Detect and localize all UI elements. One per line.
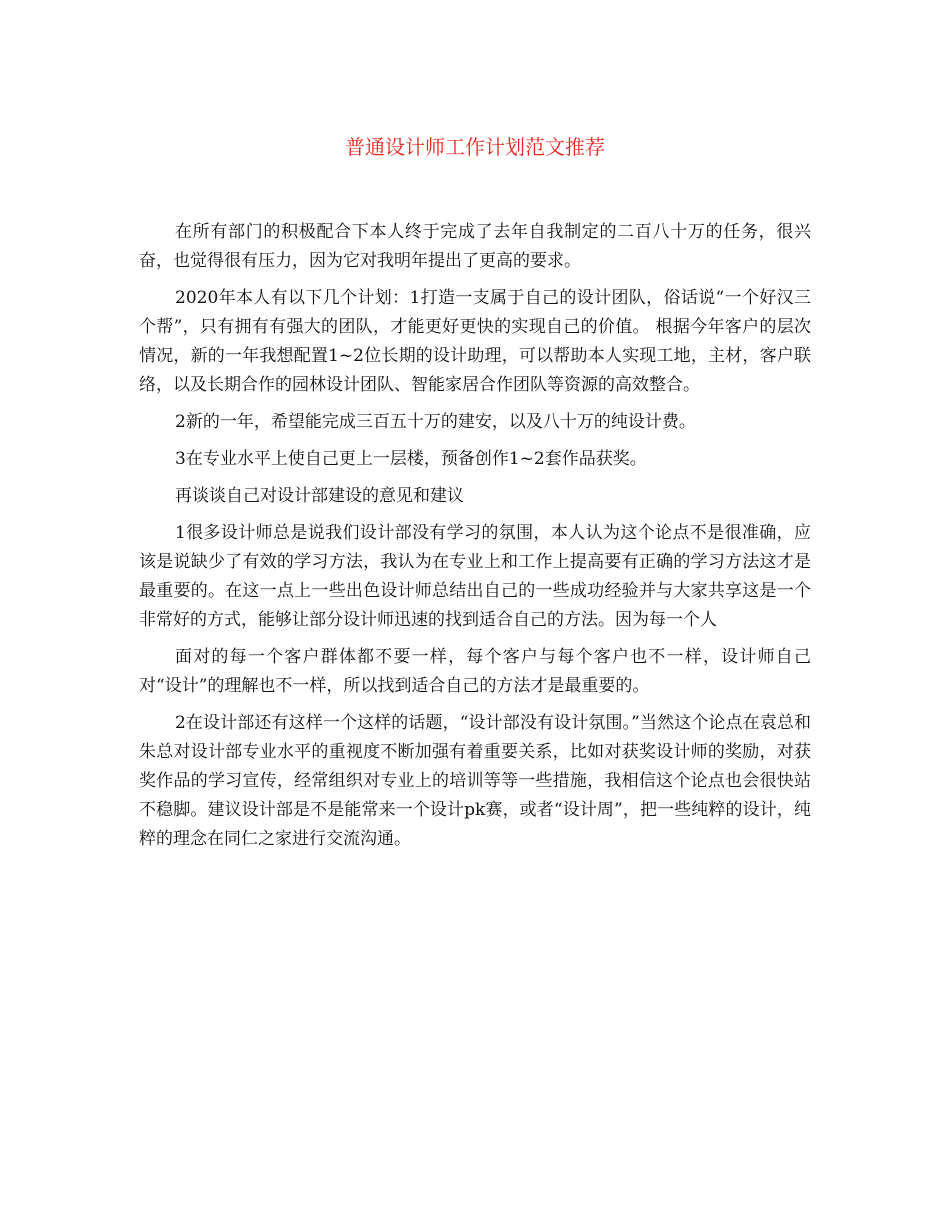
paragraph-6: 1很多设计师总是说我们设计部没有学习的氛围，本人认为这个论点不是很准确，应该是说缺少了有效的学习方法，我认为在专业上和工作上提高要有正确的学习方法这才是最重要的。在这一点上一些出色设计师总结出自己的一些成功经验并与大家共享这是一个非常好的方式，能够让部分设计师迅速的找到适合自己的方法。因为每一个人 — [139, 523, 811, 630]
paragraph-1: 在所有部门的积极配合下本人终于完成了去年自我制定的二百八十万的任务，很兴奋，也觉得很有压力，因为它对我明年提出了更高的要求。 — [139, 222, 811, 271]
paragraph-8: 2在设计部还有这样一个这样的话题，“设计部没有设计氛围。”当然这个论点在袁总和朱总对设计部专业水平的重视度不断加强有着重要关系，比如对获奖设计师的奖励，对获奖作品的学习宣传，经常组织对专业上的培训等等一些措施，我相信这个论点也会很快站不稳脚。建议设计部是不是能常来一个设计pk赛，或者“设计周”，把一些纯粹的设计，纯粹的理念在同仁之家进行交流沟通。 — [139, 713, 811, 849]
paragraph-3: 2新的一年，希望能完成三百五十万的建安，以及八十万的纯设计费。 — [175, 412, 696, 432]
paragraph-7: 面对的每一个客户群体都不要一样，每个客户与每个客户也不一样，设计师自己对“设计”的理解也不一样，所以找到适合自己的方法才是最重要的。 — [139, 647, 811, 696]
document-title: 普通设计师工作计划范文推荐 — [345, 135, 605, 159]
document-body — [139, 218, 811, 862]
paragraph-5: 再谈谈自己对设计部建设的意见和建议 — [175, 486, 464, 506]
paragraph-2: 2020年本人有以下几个计划：1打造一支属于自己的设计团队，俗话说“一个好汉三个帮”，只有拥有有强大的团队，才能更好更快的实现自己的价值。 根据今年客户的层次情况，新的一年我想配置1~2位长期的设计助理，可以帮助本人实现工地，主材，客户联络，以及长期合作的园林设计团队、智能家居合作团队等资源的高效整合。 — [139, 288, 811, 395]
paragraph-4: 3在专业水平上使自己更上一层楼，预备创作1~2套作品获奖。 — [175, 449, 647, 469]
